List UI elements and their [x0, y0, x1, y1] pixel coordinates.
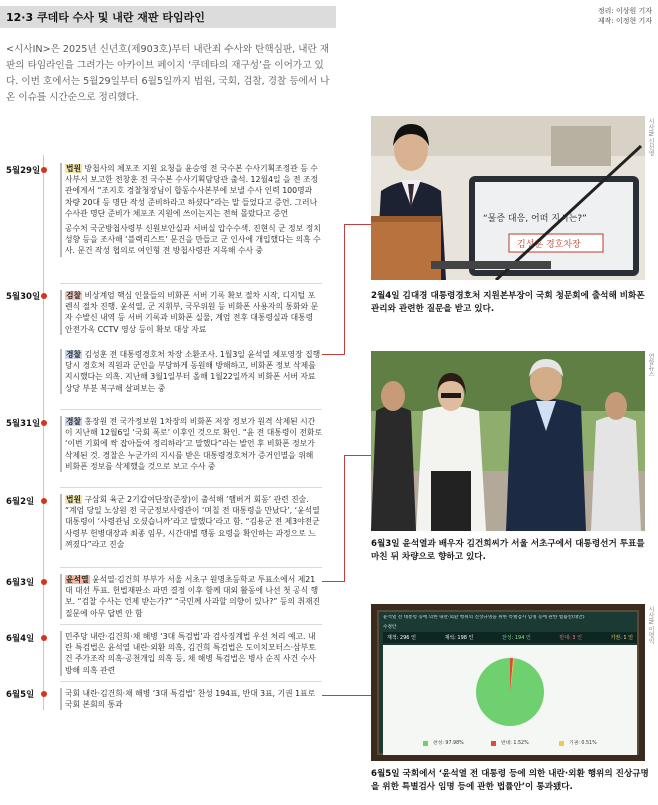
- date-label: 5월31일: [6, 419, 41, 429]
- legend-yes: 찬성: 97.98%: [433, 741, 464, 746]
- timeline-dot: [41, 691, 47, 697]
- credit-editor: 정리: 이상원 기자: [597, 7, 652, 15]
- vote-board: [377, 610, 639, 755]
- timeline-dot: [41, 420, 47, 426]
- photo-hearing: [371, 116, 645, 280]
- police-tag: 경찰: [66, 417, 82, 426]
- divider: [60, 283, 322, 284]
- photo-hearing-image: [371, 116, 645, 280]
- timeline-entry: [60, 349, 322, 394]
- divider: [60, 567, 322, 568]
- timeline-entry: [60, 631, 322, 676]
- timeline-entry: [60, 494, 322, 550]
- stat-total: 재적: 296 인: [387, 635, 416, 641]
- police-tag: 경찰: [66, 350, 82, 359]
- timeline-dot: [41, 579, 47, 585]
- date-label: 6월3일: [6, 578, 35, 588]
- date-label: 6월2일: [6, 497, 35, 507]
- entry-text: 방첩사의 체포조 지원 요청을 윤승영 전 국수본 수사기획조정관 등 수사부서 보고한 전창훈 전 국수본 수사기획담당관 출석. 12월4일 을 전 조정관에게서 “조지호 경찰청장님이 합동수사본부에 보낼 수사 인력 100명과 차량 20대 등 명단 작성 준비하라고 하셨다”라는 말 들었다고 증언. 그러나 수사관 명단 준비가 체포조 지원에 쓰이는지는 전혀 몰랐다고 증언: [65, 164, 319, 218]
- prosecution-tag: 검찰: [66, 291, 82, 300]
- entry-text: 민주당 내란·김건희·채 해병 ‘3대 특검법’과 검사징계법 우선 처리 예고. 내란 특검법은 윤석열 내란·외환 의혹, 김건희 특검법은 도이치모터스·삼부토건 주가조작 의혹·공천개입 의혹 등, 채 해병 특검법은 병사 순직 사건 수사 방해 의혹 관련: [65, 632, 316, 675]
- entry-text: 비상계엄 핵심 인물들의 비화폰 서버 기록 확보 절차 시작, 디지털 포렌식 절차 진행. 윤석열, 군 지휘부, 국무위원 등 비화폰 사용자의 통화와 문자 수발신 내역 등 서버 기록과 비화폰 실물, 계엄 전후 대통령실과 대통령 안전가옥 CCTV 영상 등이 확보 대상 자료: [65, 291, 319, 334]
- date-label: 6월4일: [6, 634, 35, 644]
- court-tag: 법원: [66, 495, 82, 504]
- connector-line: [322, 354, 344, 355]
- stat-no: 반대: 3 인: [559, 635, 582, 641]
- divider: [60, 409, 322, 410]
- photo-credit: 시사IN 신선영: [647, 118, 654, 157]
- connector-line: [344, 695, 371, 696]
- date-label: 6월5일: [6, 690, 35, 700]
- photo-credit: 시사IN 이명익: [647, 606, 654, 645]
- entry-text: 홍장원 전 국가정보원 1차장의 비화폰 저장 정보가 원격 삭제된 시간이 지난해 12월6일 ‘국회 폭로’ 이후인 것으로 확인. “윤 전 대통령이 전화로 ‘이번 기회에 싹 잡아들여 정리하라’고 말했다”라는 발언 후 비화폰 정보가 삭제된 것. 경찰은 누군가의 지시를 받은 대통령경호처가 증거인멸을 위해 비화폰 정보를 삭제했을 것으로 보고 수사 중: [65, 417, 322, 471]
- svg-text:김성훈 경호차장: 김성훈 경호차장: [517, 240, 581, 250]
- legend-no: 반대: 1.52%: [501, 741, 529, 746]
- page-title: 12·3 쿠데타 수사 및 내란 재판 타임라인: [6, 11, 205, 24]
- divider: [60, 681, 322, 682]
- entry-text: 윤석열·김건희 부부가 서울 서초구 원명초등학교 투표소에서 제21대 대선 투표. 헌법재판소 파면 결정 이후 함께 대외 활동에 나선 첫 공식 행보. “검찰 수사는 언제 받는가?” “국민께 사과할 의향이 있나?” 등의 취재진 질문에 아무 답변 안 함: [65, 575, 321, 618]
- divider: [60, 487, 322, 488]
- date-label: 5월29일: [6, 166, 41, 176]
- photo-caption: 6월3일 윤석열과 배우자 김건희씨가 서울 서초구에서 대통령선거 투표를 마친 뒤 차량으로 향하고 있다.: [371, 539, 645, 562]
- legend-swatch: [491, 741, 496, 746]
- entry-text: 공수처 국군방첩사령부 신원보안실과 서버실 압수수색. 진현식 군 정보 정치 성향 등을 조사해 ‘블랙리스트’ 문건을 만들고 군 인사에 개입했다는 의혹 수사. 문건 작성 협의로 여인형 전 방첩사령관 지목해 수사 중: [65, 224, 321, 256]
- connector-line: [322, 581, 344, 582]
- photo-caption: 2월4일 김대경 대통령경호처 지원본부장이 국회 청문회에 출석해 비화폰 관리와 관련한 질문을 받고 있다.: [371, 291, 645, 314]
- timeline-line: [43, 155, 44, 710]
- timeline-entry: [60, 574, 322, 619]
- connector-line: [344, 224, 371, 225]
- entry-text: 구삼회 육군 2기갑여단장(준장)이 출석해 ‘햄버거 회동’ 관련 진술. “계엄 당일 노상원 전 국군정보사령관이 ‘며칠 전 대통령을 만났다’, ‘윤석열 대통령이 ‘사령관님 오셨습니까’라고 말했다’라고 함. “김용군 전 제3야전군사령부 헌병대장과 최종 임무, 시간대별 행동 요령을 확인하는 과정으로 느껴졌다”라고 진술: [65, 495, 320, 549]
- photo-credit: 연합뉴스: [647, 353, 654, 377]
- court-tag: 법원: [66, 164, 82, 173]
- legend-swatch: [423, 741, 428, 746]
- credits: [598, 6, 652, 26]
- stat-present: 재석: 198 인: [444, 635, 474, 641]
- photo-vote-board: [371, 604, 645, 761]
- photo-voting: [371, 351, 645, 531]
- date-label: 5월30일: [6, 292, 41, 302]
- page-title-bar: [0, 6, 336, 28]
- stat-yes: 찬성: 194 인: [501, 635, 531, 641]
- timeline-entry: [60, 416, 322, 472]
- board-subtitle: 수정안: [383, 625, 397, 630]
- timeline-entry: [60, 290, 322, 335]
- connector-line: [344, 455, 371, 456]
- entry-text: 김성훈 전 대통령경호처 차장 소환조사. 1월3일 윤석열 체포영장 집행 당시 경호처 직원과 군인을 부당하게 동원해 방해하고, 비화폰 정보 삭제를 지시했다는 의혹. 지난해 3월1일부터 올해 1월22일까지 비화폰 서버 자료 상당 부분 복구해 살펴보는 중: [65, 350, 321, 393]
- board-stats: [383, 632, 637, 643]
- connector-line: [344, 455, 345, 582]
- timeline-dot: [41, 635, 47, 641]
- legend-swatch: [559, 741, 564, 746]
- intro-paragraph: <시사IN>은 2025년 신년호(제903호)부터 내란죄 수사와 탄핵심판, 내란 재판의 타임라인을 그려가는 아카이브 페이지 ‘쿠데타의 재구성’을 이어가고 있다. 이번 호에서는 5월29일부터 6월5일까지 법원, 국회, 검찰, 경찰 등에서 나온 이슈를 시간순으로 정리했다.: [6, 44, 330, 103]
- legend-abstain: 기권: 0.51%: [569, 741, 597, 746]
- timeline-entry: [60, 163, 322, 257]
- board-title: 윤석열 전 대통령 등에 의한 내란·외환 행위의 진상규명을 위한 특별검사 임명 등에 관한 법률안(대안): [383, 615, 585, 620]
- credit-designer: 제작: 이정현 기자: [597, 17, 652, 25]
- stat-abstain: 기권: 1 인: [610, 635, 633, 641]
- timeline-dot: [41, 293, 47, 299]
- timeline-dot: [41, 498, 47, 504]
- connector-line: [344, 224, 345, 355]
- screen-text: “물증 대응, 어떠 지시는?”: [483, 214, 587, 224]
- yoon-tag: 윤석열: [66, 575, 89, 584]
- divider: [60, 624, 322, 625]
- photo-voting-image: [371, 351, 645, 531]
- photo-caption: 6월5일 국회에서 ‘윤석열 전 대통령 등에 의한 내란·외환 행위의 진상규명을 위한 특별검사 임명 등에 관한 법률안’이 통과됐다.: [371, 769, 649, 792]
- timeline-entry: [60, 688, 322, 710]
- entry-text: 국회 내란·김건희·채 해병 ‘3대 특검법’ 찬성 194표, 반대 3표, 기권 1표로 국회 본회의 통과: [65, 689, 316, 710]
- timeline-dot: [41, 167, 47, 173]
- connector-line: [322, 695, 344, 696]
